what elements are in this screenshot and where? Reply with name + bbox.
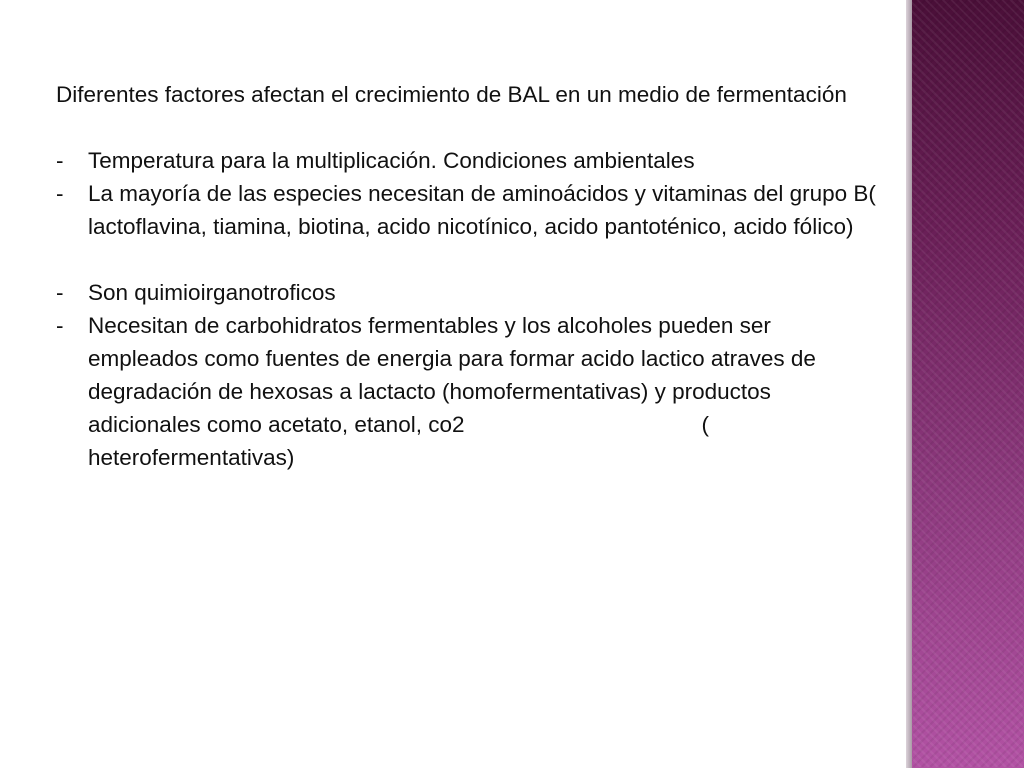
list-item-text: Son quimioirganotroficos — [88, 280, 336, 305]
list-item — [56, 177, 886, 243]
list-item-tail: ( heterofermentativas) — [88, 412, 709, 470]
intro-paragraph: Diferentes factores afectan el crecimiento de BAL en un medio de fermentación — [56, 82, 847, 107]
bullet-list-2 — [56, 276, 886, 474]
bullet-list-1 — [56, 144, 886, 243]
decorative-side-band — [912, 0, 1024, 768]
list-item-text: La mayoría de las especies necesitan de aminoácidos y vitaminas del grupo B( lactoflavina, tiamina, biotina, acido nicotínico, acido pantoténico, acido fólico) — [88, 181, 876, 239]
list-item-text: Temperatura para la multiplicación. Condiciones ambientales — [88, 148, 695, 173]
bullet-dash: - — [56, 181, 64, 206]
list-item-text: Necesitan de carbohidratos fermentables y los alcoholes pueden ser empleados como fuentes de energia para formar acido lactico atraves de degradación de hexosas a lactacto (homofermentativas) y productos adicionales como acetato, etanol, co2 — [88, 313, 816, 437]
bullet-dash: - — [56, 313, 64, 338]
list-item — [56, 276, 886, 309]
list-item — [56, 309, 886, 474]
spacer — [56, 243, 886, 276]
bullet-dash: - — [56, 280, 64, 305]
list-item — [56, 144, 886, 177]
bullet-dash: - — [56, 148, 64, 173]
slide-body — [56, 78, 886, 474]
